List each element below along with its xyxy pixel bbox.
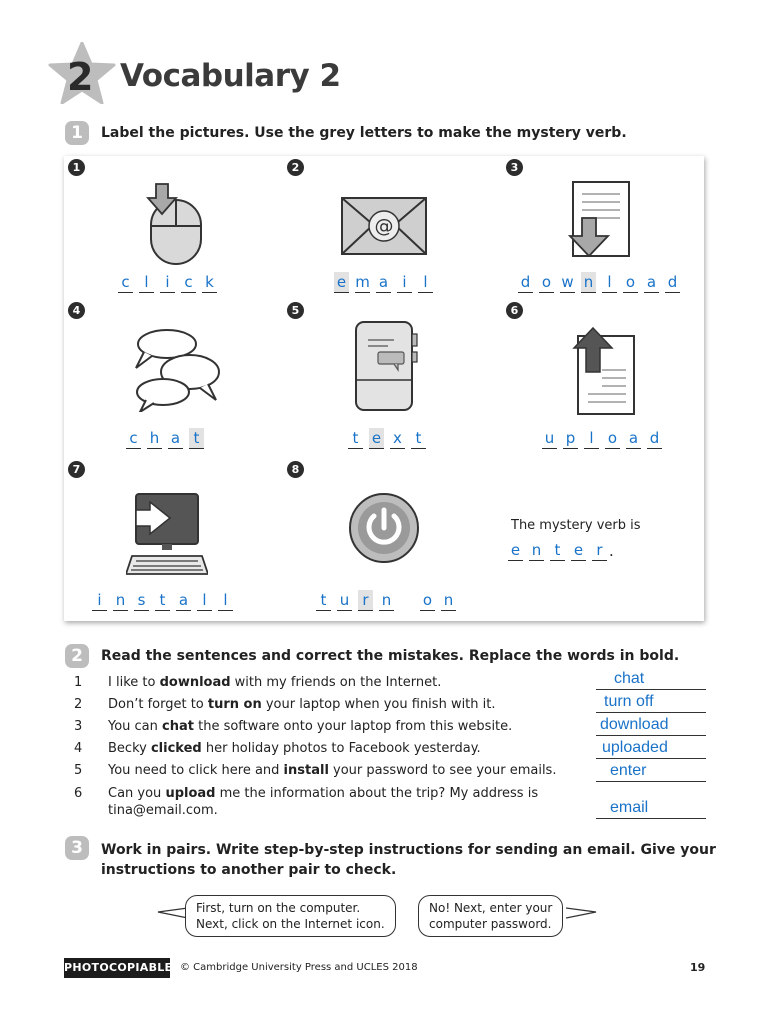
unit-number: 2 xyxy=(67,55,94,99)
letter-blank: a xyxy=(644,272,659,293)
letter-blank: t xyxy=(316,590,331,611)
item-number: 5 xyxy=(287,302,304,319)
letter-blank: d xyxy=(647,428,662,449)
item-number: 4 xyxy=(68,302,85,319)
item-number: 8 xyxy=(287,461,304,478)
letter-blank: i xyxy=(397,272,412,293)
item-number: 6 xyxy=(506,302,523,319)
exercise-1-badge: 1 xyxy=(65,121,89,145)
letter-blank: d xyxy=(665,272,680,293)
bold-word: download xyxy=(159,675,231,690)
phone-text-icon xyxy=(350,320,420,412)
sentence-text: Don’t forget to xyxy=(108,697,208,712)
letter-blank: c xyxy=(118,272,133,293)
grey-letter-blank: r xyxy=(358,590,373,611)
letter-blank: l xyxy=(218,590,233,611)
sentence-number: 5 xyxy=(74,763,83,778)
sentence-number: 3 xyxy=(74,719,83,734)
letter-blank: i xyxy=(92,590,107,611)
letter-blank: u xyxy=(337,590,352,611)
bold-word: install xyxy=(283,763,329,778)
letter-blank: u xyxy=(542,428,557,449)
sentence-number: 4 xyxy=(74,741,83,756)
bold-word: chat xyxy=(162,719,194,734)
answer-word-chat xyxy=(126,428,204,449)
sentence-row xyxy=(74,694,574,716)
sentence-row xyxy=(74,738,574,760)
letter-blank: t xyxy=(155,590,170,611)
letter-blank: h xyxy=(147,428,162,449)
letter-blank: e xyxy=(508,540,523,561)
answer-word-upload xyxy=(542,428,662,449)
bold-word: turn on xyxy=(207,697,262,712)
letter-blank: a xyxy=(376,272,391,293)
sentence-number: 1 xyxy=(74,675,83,690)
answer-field[interactable]: enter xyxy=(596,760,706,782)
letter-blank: o xyxy=(623,272,638,293)
svg-text:@: @ xyxy=(374,215,394,237)
grey-letter-blank: t xyxy=(189,428,204,449)
item-number: 3 xyxy=(506,159,523,176)
sentence-text: the software onto your laptop from this website. xyxy=(193,719,513,734)
sentence-row xyxy=(74,672,574,694)
letter-blank: l xyxy=(418,272,433,293)
copyright-text: © Cambridge University Press and UCLES 2018 xyxy=(180,962,418,973)
bubble-line: computer password. xyxy=(429,917,552,931)
sentence-text: tina@email.com. xyxy=(108,803,218,818)
speech-bubble-left xyxy=(185,895,396,937)
sentence-text: your password to see your emails. xyxy=(328,763,557,778)
exercise-1-instruction: Label the pictures. Use the grey letters to make the mystery verb. xyxy=(101,125,627,141)
letter-blank: i xyxy=(160,272,175,293)
sentence-text: You can xyxy=(108,719,163,734)
sentence-row xyxy=(74,716,574,738)
letter-blank: o xyxy=(539,272,554,293)
word-gap xyxy=(400,590,414,611)
instruction-line: instructions to another pair to check. xyxy=(101,862,397,878)
bubble-line: No! Next, enter your xyxy=(429,901,553,915)
speech-tail-icon xyxy=(156,906,188,920)
grey-letter-blank: e xyxy=(369,428,384,449)
sentence-number: 2 xyxy=(74,697,83,712)
letter-blank: m xyxy=(355,273,370,291)
sentence-text: your laptop when you finish with it. xyxy=(261,697,496,712)
letter-blank: w xyxy=(561,273,574,291)
letter-blank: d xyxy=(518,272,533,293)
answer-word-download xyxy=(518,272,680,293)
letter-blank: n xyxy=(529,540,544,561)
answer-word-email xyxy=(334,272,433,293)
sentence-text: I like to xyxy=(108,675,160,690)
bubble-line: First, turn on the computer. xyxy=(196,901,361,915)
item-number: 7 xyxy=(68,461,85,478)
item-number: 2 xyxy=(287,159,304,176)
letter-blank: p xyxy=(563,428,578,449)
letter-blank: n xyxy=(379,590,394,611)
bold-word: clicked xyxy=(150,741,202,756)
chat-bubbles-icon xyxy=(130,326,222,412)
answer-word-text xyxy=(348,428,426,449)
letter-blank: l xyxy=(197,590,212,611)
install-computer-icon xyxy=(126,490,208,576)
answer-field[interactable]: email xyxy=(596,797,706,819)
letter-blank: l xyxy=(584,428,599,449)
grey-letter-blank: n xyxy=(581,272,596,293)
letter-blank: t xyxy=(348,428,363,449)
sentence-text: Becky xyxy=(108,741,151,756)
page-number: 19 xyxy=(690,961,706,974)
letter-blank: c xyxy=(181,272,196,293)
upload-icon xyxy=(568,326,638,418)
page-title: Vocabulary 2 xyxy=(120,58,341,94)
mystery-verb-period: . xyxy=(609,542,614,560)
grey-letter-blank: e xyxy=(334,272,349,293)
mystery-verb-label: The mystery verb is xyxy=(511,518,641,533)
answer-word-turn-on xyxy=(316,590,456,611)
bubble-line: Next, click on the Internet icon. xyxy=(196,917,385,931)
speech-bubble-right xyxy=(418,895,563,937)
letter-blank: n xyxy=(441,590,456,611)
sentence-row xyxy=(74,782,574,819)
power-button-icon xyxy=(346,490,422,566)
bold-word: upload xyxy=(165,786,216,801)
exercise-3-badge: 3 xyxy=(65,836,89,860)
sentence-text: You need to click here and xyxy=(108,763,284,778)
letter-blank: l xyxy=(602,272,617,293)
photocopiable-label: PHOTOCOPIABLE xyxy=(64,958,170,978)
letter-blank: r xyxy=(592,540,607,561)
answer-field[interactable]: turn off xyxy=(596,691,706,713)
letter-blank: n xyxy=(113,590,128,611)
letter-blank: s xyxy=(134,590,149,611)
sentence-text: her holiday photos to Facebook yesterday. xyxy=(201,741,481,756)
letter-blank: t xyxy=(550,540,565,561)
exercise-2-instruction: Read the sentences and correct the mistakes. Replace the words in bold. xyxy=(101,648,680,664)
letter-blank: t xyxy=(411,428,426,449)
download-icon xyxy=(568,180,632,260)
letter-blank: e xyxy=(571,540,586,561)
letter-blank: o xyxy=(605,428,620,449)
sentence-text: Can you xyxy=(108,786,166,801)
email-envelope-icon xyxy=(340,196,428,256)
letter-blank: a xyxy=(168,428,183,449)
mouse-click-icon xyxy=(140,182,206,268)
sentence-row xyxy=(74,760,574,782)
letter-blank: l xyxy=(139,272,154,293)
answer-field[interactable]: uploaded xyxy=(596,737,706,759)
letter-blank: o xyxy=(420,590,435,611)
exercise-3-instruction xyxy=(101,840,716,880)
sentence-list xyxy=(74,672,574,819)
speech-tail-icon xyxy=(566,906,598,920)
exercise-2-badge: 2 xyxy=(65,644,89,668)
sentence-text: me the information about the trip? My address is xyxy=(215,786,539,801)
letter-blank: k xyxy=(202,272,217,293)
answer-field[interactable]: chat xyxy=(596,668,706,690)
sentence-number: 6 xyxy=(74,786,83,801)
item-number: 1 xyxy=(68,159,85,176)
mystery-verb-answer xyxy=(508,540,614,562)
instruction-line: Work in pairs. Write step-by-step instructions for sending an email. Give your xyxy=(101,842,716,858)
letter-blank: a xyxy=(626,428,641,449)
answer-word-click xyxy=(118,272,217,293)
letter-blank: a xyxy=(176,590,191,611)
letter-blank: x xyxy=(390,428,405,449)
answer-field[interactable]: download xyxy=(596,714,706,736)
answer-word-install xyxy=(92,590,233,611)
letter-blank: c xyxy=(126,428,141,449)
sentence-text: with my friends on the Internet. xyxy=(230,675,442,690)
